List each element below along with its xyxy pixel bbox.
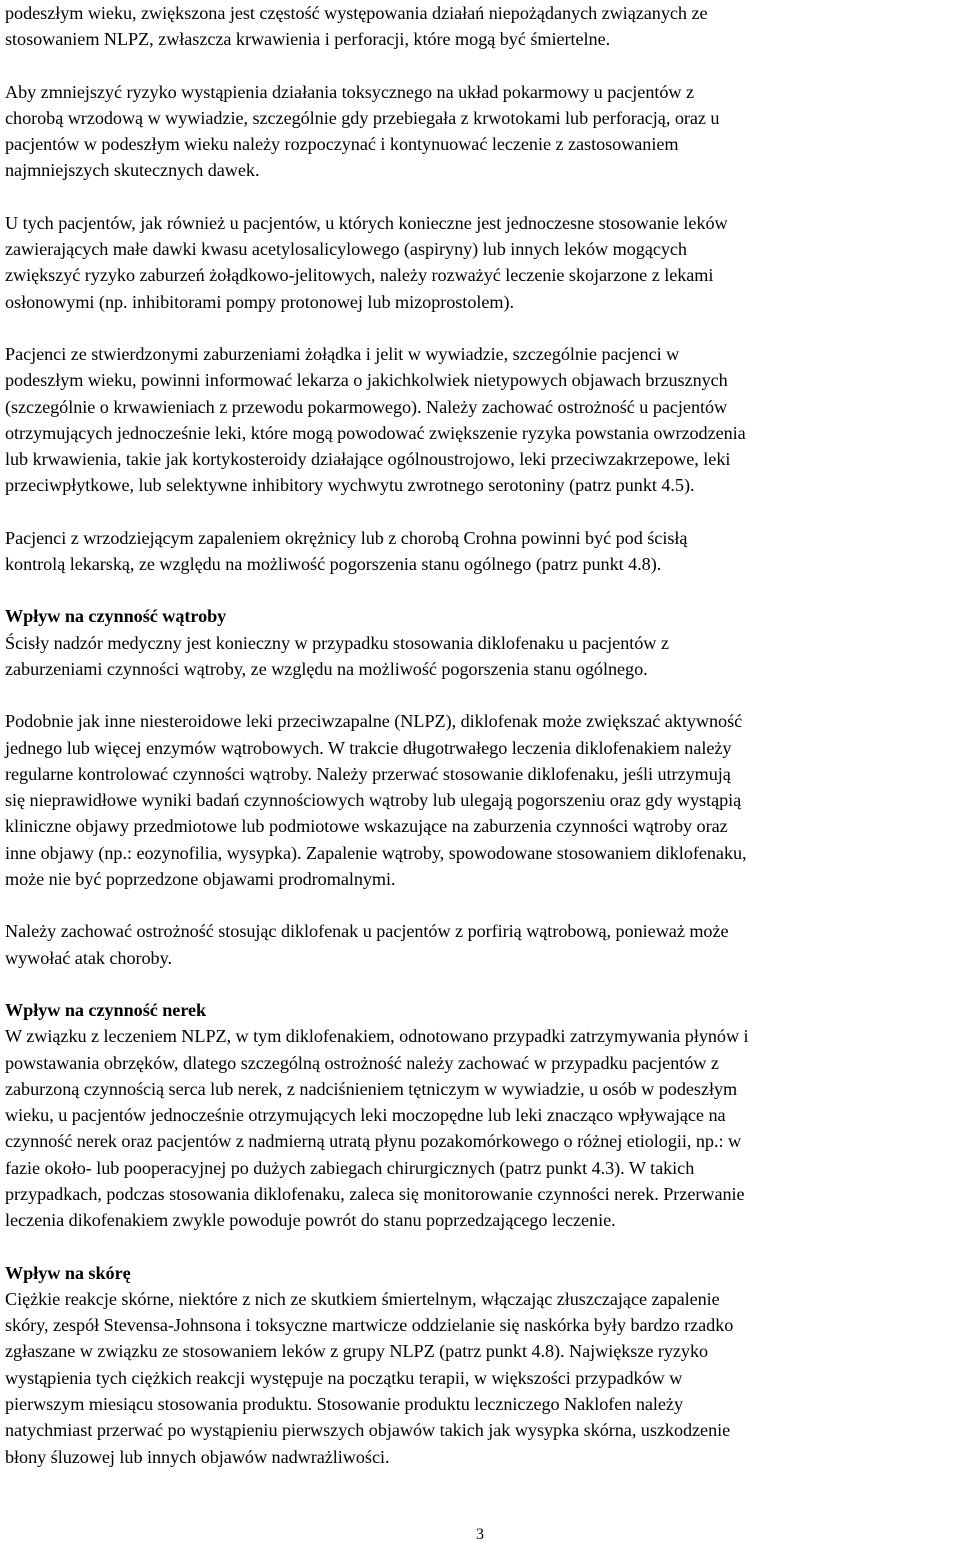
text-line: jednego lub więcej enzymów wątrobowych. W trakcie długotrwałego leczenia diklofenakiem należy [5, 737, 732, 758]
text-line: może nie być poprzedzone objawami prodromalnymi. [5, 869, 396, 890]
text-line: przeciwpłytkowe, lub selektywne inhibitory wychwytu zwrotnego serotoniny (patrz punkt 4.5). [5, 475, 695, 496]
paragraph-gap [5, 1234, 957, 1260]
text-line: powstawania obrzęków, dlatego szczególną ostrożność należy zachować w przypadku pacjentów z [5, 1052, 719, 1073]
text-line: wieku, u pacjentów jednocześnie otrzymujących leki moczopędne lub leki znacząco wpływające na [5, 1105, 726, 1126]
text-line: wystąpienia tych ciężkich reakcji występuje na początku terapii, w większości przypadków w [5, 1367, 683, 1388]
section-heading: Wpływ na skórę [5, 1262, 131, 1283]
text-line: kliniczne objawy przedmiotowe lub podmiotowe wskazujące na zaburzenia czynności wątroby oraz [5, 816, 728, 837]
section-heading: Wpływ na czynność nerek [5, 999, 207, 1020]
text-line: U tych pacjentów, jak również u pacjentów, u których konieczne jest jednoczesne stosowanie leków [5, 212, 728, 233]
text-line: otrzymujących jednocześnie leki, które mogą powodować zwiększenie ryzyka powstania owrzodzenia [5, 422, 746, 443]
paragraph-gap [5, 682, 957, 708]
paragraph [5, 79, 957, 184]
text-line: W związku z leczeniem NLPZ, w tym diklofenakiem, odnotowano przypadki zatrzymywania płynów i [5, 1026, 749, 1047]
text-line: fazie około- lub pooperacyjnej po dużych zabiegach chirurgicznych (patrz punkt 4.3). W takich [5, 1157, 695, 1178]
paragraph [5, 603, 957, 682]
paragraph [5, 918, 957, 971]
text-line: zaburzoną czynnością serca lub nerek, z nadciśnieniem tętniczym w wywiadzie, u osób w podeszłym [5, 1078, 738, 1099]
text-line: pacjentów w podeszłym wieku należy rozpoczynać i kontynuować leczenie z zastosowaniem [5, 134, 679, 155]
text-line: osłonowymi (np. inhibitorami pompy protonowej lub mizoprostolem). [5, 291, 514, 312]
paragraph-gap [5, 53, 957, 79]
paragraph-gap [5, 499, 957, 525]
paragraph [5, 1260, 957, 1470]
text-line: natychmiast przerwać po wystąpieniu pierwszych objawów takich jak wysypka skórna, uszkodzenie [5, 1420, 731, 1441]
text-line: zaburzeniami czynności wątroby, ze względu na możliwość pogorszenia stanu ogólnego. [5, 658, 648, 679]
text-line: podeszłym wieku, zwiększona jest częstość występowania działań niepożądanych związanych ze [5, 3, 708, 23]
text-line: regularne kontrolować czynności wątroby. Należy przerwać stosowanie diklofenaku, jeśli utrzymują [5, 763, 731, 784]
paragraph [5, 997, 957, 1234]
paragraph [5, 708, 957, 892]
paragraph [5, 0, 957, 53]
text-line: zwiększyć ryzyko zaburzeń żołądkowo-jelitowych, należy rozważyć leczenie skojarzone z lekami [5, 265, 714, 286]
text-line: Podobnie jak inne niesteroidowe leki przeciwzapalne (NLPZ), diklofenak może zwiększać aktywność [5, 711, 743, 732]
text-line: skóry, zespół Stevensa-Johnsona i toksyczne martwicze oddzielanie się naskórka były bardzo rzadko [5, 1315, 734, 1336]
text-line: się nieprawidłowe wyniki badań czynnościowych wątroby lub ulegają pogorszeniu oraz gdy wystąpią [5, 790, 742, 811]
text-line: błony śluzowej lub innych objawów nadwrażliwości. [5, 1446, 390, 1467]
text-line: stosowaniem NLPZ, zwłaszcza krwawienia i perforacji, które mogą być śmiertelne. [5, 29, 611, 50]
paragraph-gap [5, 892, 957, 918]
text-line: pierwszym miesiącu stosowania produktu. Stosowanie produktu leczniczego Naklofen należy [5, 1394, 683, 1415]
paragraph [5, 525, 957, 578]
text-line: Należy zachować ostrożność stosując diklofenak u pacjentów z porfirią wątrobową, ponieważ może [5, 921, 729, 942]
paragraph [5, 341, 957, 499]
document-page [5, 0, 957, 1470]
paragraph-gap [5, 315, 957, 341]
text-line: Pacjenci z wrzodziejącym zapaleniem okrężnicy lub z chorobą Crohna powinni być pod ścisłą [5, 527, 688, 548]
paragraph [5, 210, 957, 315]
text-line: Aby zmniejszyć ryzyko wystąpienia działania toksycznego na układ pokarmowy u pacjentów z [5, 81, 695, 102]
text-line: Ciężkie reakcje skórne, niektóre z nich ze skutkiem śmiertelnym, włączając złuszczające zapalenie [5, 1288, 720, 1309]
text-line: lub krwawienia, takie jak kortykosteroidy działające ogólnoustrojowo, leki przeciwzakrzepowe, leki [5, 449, 731, 470]
text-line: inne objawy (np.: eozynofilia, wysypka). Zapalenie wątroby, spowodowane stosowaniem diklofenaku, [5, 842, 747, 863]
paragraph-gap [5, 184, 957, 210]
text-line: leczenia dikofenakiem zwykle powoduje powrót do stanu poprzedzającego leczenie. [5, 1210, 616, 1231]
text-line: kontrolą lekarską, ze względu na możliwość pogorszenia stanu ogólnego (patrz punkt 4.8). [5, 554, 662, 575]
document-body [5, 0, 957, 1470]
text-line: podeszłym wieku, powinni informować lekarza o jakichkolwiek nietypowych objawach brzusznych [5, 370, 728, 391]
text-line: wywołać atak choroby. [5, 947, 172, 968]
text-line: najmniejszych skutecznych dawek. [5, 160, 260, 181]
paragraph-gap [5, 577, 957, 603]
text-line: chorobą wrzodową w wywiadzie, szczególnie gdy przebiegała z krwotokami lub perforacją, oraz u [5, 107, 720, 128]
page-number: 3 [476, 1526, 484, 1543]
text-line: zawierających małe dawki kwasu acetylosalicylowego (aspiryny) lub innych leków mogących [5, 239, 687, 260]
paragraph-gap [5, 971, 957, 997]
text-line: Ścisły nadzór medyczny jest konieczny w przypadku stosowania diklofenaku u pacjentów z [5, 632, 669, 653]
text-line: Pacjenci ze stwierdzonymi zaburzeniami żołądka i jelit w wywiadzie, szczególnie pacjenci w [5, 343, 680, 364]
section-heading: Wpływ na czynność wątroby [5, 606, 227, 627]
text-line: czynność nerek oraz pacjentów z nadmierną utratą płynu pozakomórkowego o różnej etiologii, np.: w [5, 1131, 742, 1152]
text-line: (szczególnie o krwawieniach z przewodu pokarmowego). Należy zachować ostrożność u pacjentów [5, 396, 728, 417]
text-line: zgłaszane w związku ze stosowaniem leków z grupy NLPZ (patrz punkt 4.8). Największe ryzyko [5, 1341, 709, 1362]
text-line: przypadkach, podczas stosowania diklofenaku, zaleca się monitorowanie czynności nerek. Przerwanie [5, 1183, 745, 1204]
